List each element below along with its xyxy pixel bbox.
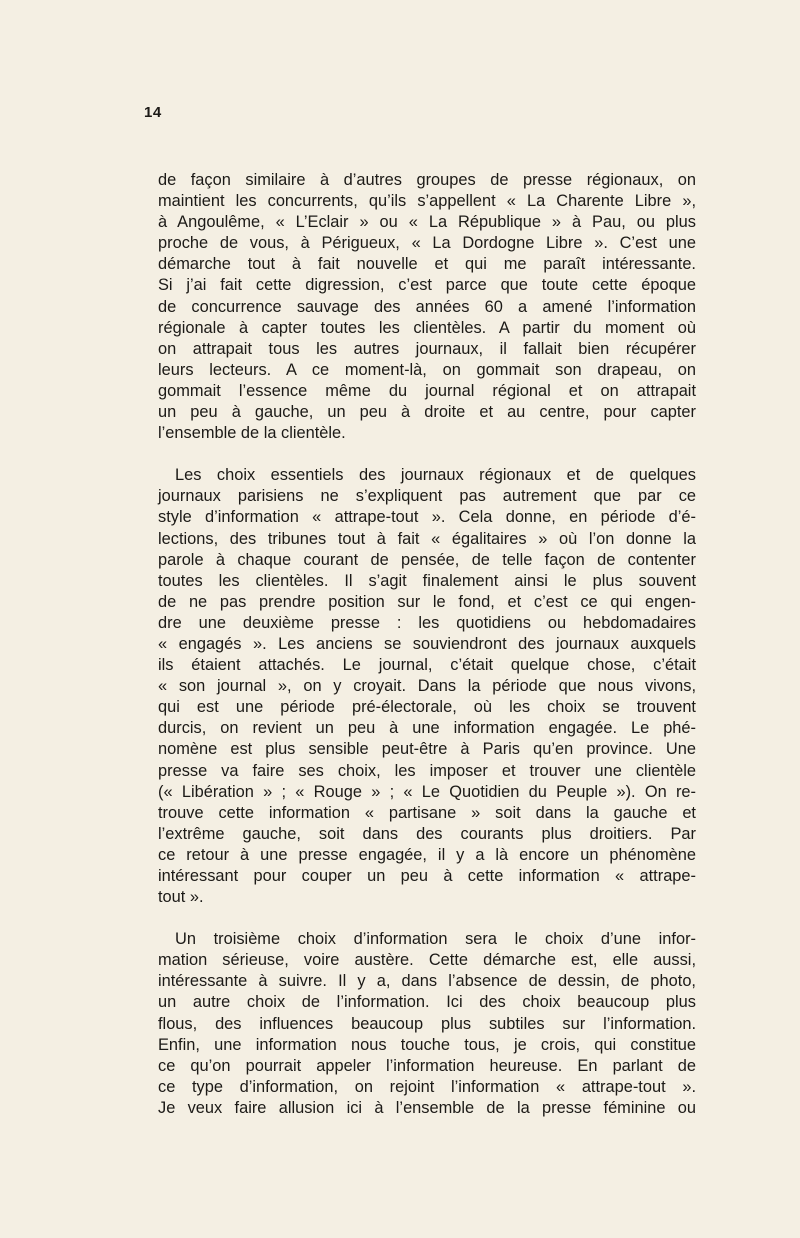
text-line: parole à chaque courant de pensée, de telle façon de contenter xyxy=(158,550,696,569)
text-line: journaux parisiens ne s’expliquent pas autrement que par ce xyxy=(158,487,696,506)
text-line: intéressante à suivre. Il y a, dans l’absence de dessin, de photo, xyxy=(158,972,696,991)
text-line: (« Libération » ; « Rouge » ; « Le Quotidien du Peuple »). On re- xyxy=(158,782,696,801)
text-line: ce qu’on pourrait appeler l’information heureuse. En parlant de xyxy=(158,1056,696,1075)
text-line: démarche tout à fait nouvelle et qui me paraît intéressante. xyxy=(158,255,696,274)
paragraph-3 xyxy=(158,929,696,1119)
text-line: maintient les concurrents, qu’ils s’appellent « La Charente Libre », xyxy=(158,192,696,211)
text-line: gommait l’essence même du journal régional et on attrapait xyxy=(158,381,696,400)
text-line: intéressant pour couper un peu à cette information « attrape- xyxy=(158,867,696,885)
text-line: l’ensemble de la clientèle. xyxy=(158,424,346,443)
text-line: durcis, on revient un peu à une information engagée. Le phé- xyxy=(158,719,696,738)
text-line: dre une deuxième presse : les quotidiens ou hebdomadaires xyxy=(158,613,696,632)
text-line: Enfin, une information nous touche tous, je crois, qui constitue xyxy=(158,1035,696,1054)
text-line: proche de vous, à Périgueux, « La Dordogne Libre ». C’est une xyxy=(158,234,696,253)
text-line: trouve cette information « partisane » soit dans la gauche et xyxy=(158,803,696,822)
text-line: lections, des tribunes tout à fait « égalitaires » où l’on donne la xyxy=(158,529,696,548)
text-line: un peu à gauche, un peu à droite et au centre, pour capter xyxy=(158,403,696,422)
text-line: presse va faire ses choix, les imposer et trouver une clientèle xyxy=(158,761,696,780)
text-line: un autre choix de l’information. Ici des choix beaucoup plus xyxy=(158,993,696,1012)
text-line: style d’information « attrape-tout ». Cela donne, en période d’é- xyxy=(158,508,696,527)
text-line: tout ». xyxy=(158,888,204,907)
body-text xyxy=(158,170,696,1140)
text-line: régionale à capter toutes les clientèles. A partir du moment où xyxy=(158,318,696,337)
text-line: leurs lecteurs. A ce moment-là, on gommait son drapeau, on xyxy=(158,360,696,379)
text-line: de façon similaire à d’autres groupes de presse régionaux, on xyxy=(158,171,696,189)
text-line: de ne pas prendre position sur le fond, et c’est ce qui engen- xyxy=(158,592,696,611)
paragraph-1 xyxy=(158,170,696,444)
text-line: « son journal », on y croyait. Dans la période que nous vivons, xyxy=(158,677,696,696)
text-line: Je veux faire allusion ici à l’ensemble de la presse féminine ou xyxy=(158,1098,696,1117)
text-line: on attrapait tous les autres journaux, il fallait bien récupérer xyxy=(158,339,696,358)
text-line: ce type d’information, on rejoint l’information « attrape-tout ». xyxy=(158,1077,696,1096)
text-line: nomène est plus sensible peut-être à Paris qu’en province. Une xyxy=(158,740,696,759)
text-line: de concurrence sauvage des années 60 a amené l’information xyxy=(158,297,696,316)
text-line: Les choix essentiels des journaux régionaux et de quelques xyxy=(175,466,696,485)
text-line: toutes les clientèles. Il s’agit finalement ainsi le plus souvent xyxy=(158,571,696,590)
text-line: l’extrême gauche, soit dans des courants plus droitiers. Par xyxy=(158,824,696,843)
text-line: qui est une période pré-électorale, où les choix se trouvent xyxy=(158,698,696,717)
text-line: ce retour à une presse engagée, il y a là encore un phénomène xyxy=(158,845,696,864)
text-line: à Angoulême, « L’Eclair » ou « La République » à Pau, ou plus xyxy=(158,213,696,232)
text-line: ils étaient attachés. Le journal, c’était quelque chose, c’était xyxy=(158,656,696,675)
text-line: flous, des influences beaucoup plus subtiles sur l’information. xyxy=(158,1014,696,1033)
text-line: Si j’ai fait cette digression, c’est parce que toute cette époque xyxy=(158,276,696,295)
text-line: « engagés ». Les anciens se souviendront des journaux auxquels xyxy=(158,634,696,653)
text-line: mation sérieuse, voire austère. Cette démarche est, elle aussi, xyxy=(158,951,696,970)
page-number: 14 xyxy=(144,104,162,121)
text-line: Un troisième choix d’information sera le choix d’une infor- xyxy=(175,930,696,949)
paragraph-2 xyxy=(158,465,696,908)
